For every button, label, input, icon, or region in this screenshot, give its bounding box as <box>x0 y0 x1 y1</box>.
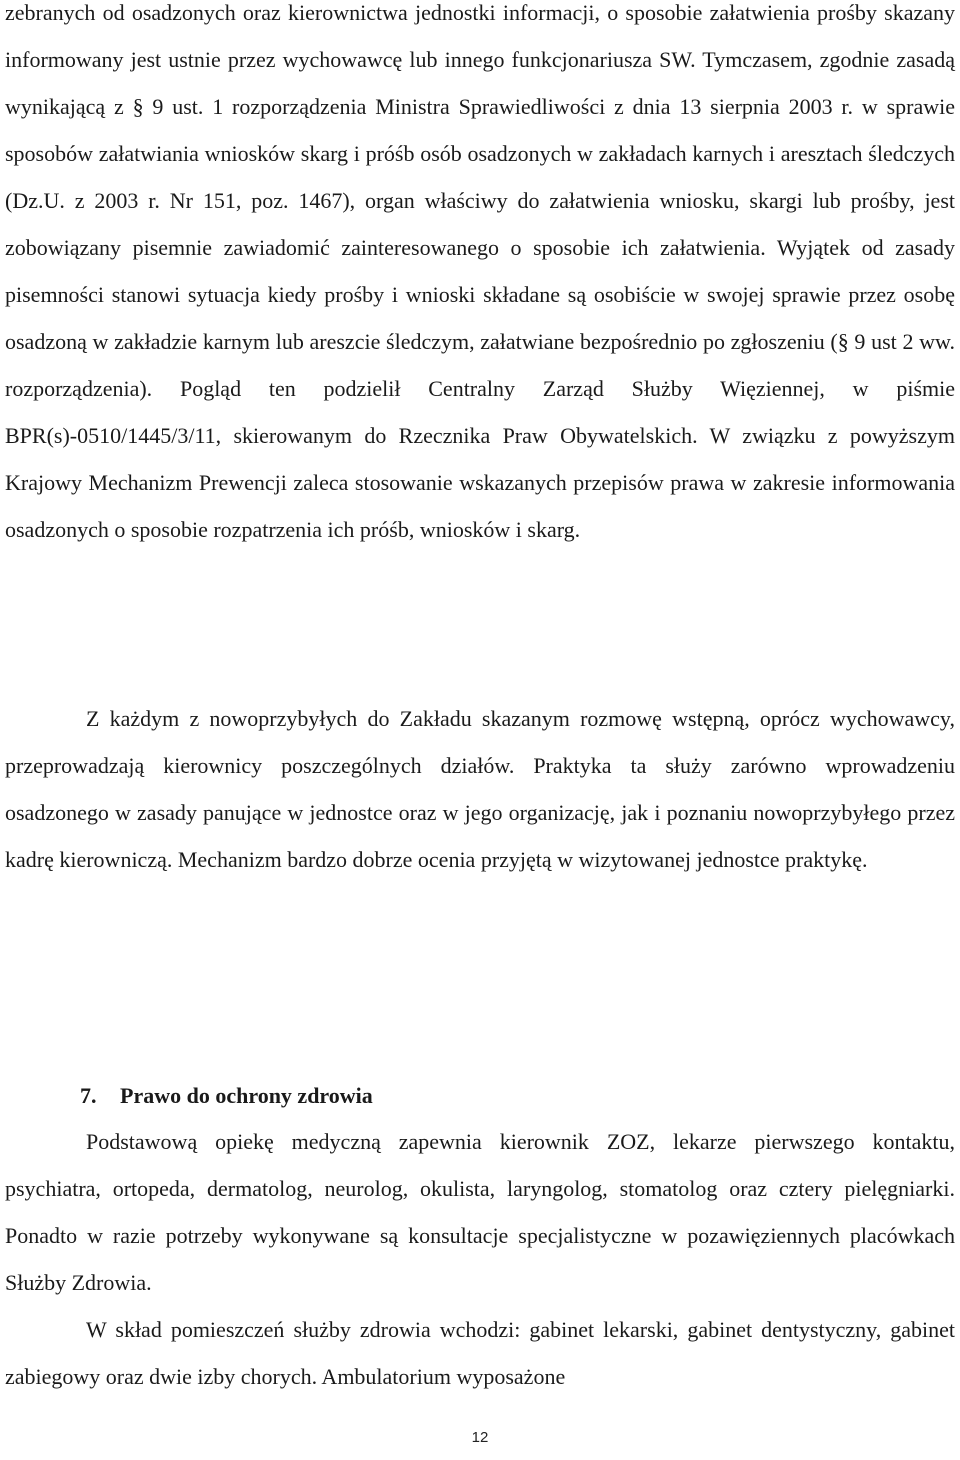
page-number: 12 <box>471 1429 489 1446</box>
section-heading <box>80 1072 373 1119</box>
section-title: Prawo do ochrony zdrowia <box>120 1083 373 1108</box>
body-paragraph-medical-rooms: W skład pomieszczeń służby zdrowia wchodzi: gabinet lekarski, gabinet dentystyczny, gabinet zabiegowy oraz dwie izby chorych. Ambulatorium wyposażone <box>5 1317 955 1389</box>
body-paragraph-medical-staff: Podstawową opiekę medyczną zapewnia kierownik ZOZ, lekarze pierwszego kontaktu, psychiatra, ortopeda, dermatolog, neurolog, okulista, laryngolog, stomatolog oraz cztery pielęgniarki. Ponadto w razie potrzeby wykonywane są konsultacje specjalistyczne w pozawięziennych placówkach Służby Zdrowia. <box>5 1129 955 1295</box>
section-number: 7. <box>80 1083 97 1108</box>
document-page <box>5 0 955 1460</box>
body-paragraph-intake-interview: Z każdym z nowoprzybyłych do Zakładu skazanym rozmowę wstępną, oprócz wychowawcy, przeprowadzają kierownicy poszczególnych działów. Praktyka ta służy zarówno wprowadzeniu osadzonego w zasady panujące w jednostce oraz w jego organizację, jak i poznaniu nowoprzybyłego przez kadrę kierowniczą. Mechanizm bardzo dobrze ocenia przyjętą w wizytowanej jednostce praktykę. <box>5 706 955 872</box>
body-paragraph-requests: zebranych od osadzonych oraz kierownictwa jednostki informacji, o sposobie załatwienia prośby skazany informowany jest ustnie przez wychowawcę lub innego funkcjonariusza SW. Tymczasem, zgodnie zasadą wynikającą z § 9 ust. 1 rozporządzenia Ministra Sprawiedliwości z dnia 13 sierpnia 2003 r. w sprawie sposobów załatwiania wniosków skarg i próśb osób osadzonych w zakładach karnych i aresztach śledczych (Dz.U. z 2003 r. Nr 151, poz. 1467), organ właściwy do załatwienia wniosku, skargi lub prośby, jest zobowiązany pisemnie zawiadomić zainteresowanego o sposobie ich załatwienia. Wyjątek od zasady pisemności stanowi sytuacja kiedy prośby i wnioski składane są osobiście w swojej sprawie przez osobę osadzoną w zakładzie karnym lub areszcie śledczym, załatwiane bezpośrednio po zgłoszeniu (§ 9 ust 2 ww. rozporządzenia). Pogląd ten podzielił Centralny Zarząd Służby Więziennej, w piśmie BPR(s)-0510/1445/3/11, skierowanym do Rzecznika Praw Obywatelskich. W związku z powyższym Krajowy Mechanizm Prewencji zaleca stosowanie wskazanych przepisów prawa w zakresie informowania osadzonych o sposobie rozpatrzenia ich próśb, wniosków i skarg. <box>5 0 955 542</box>
